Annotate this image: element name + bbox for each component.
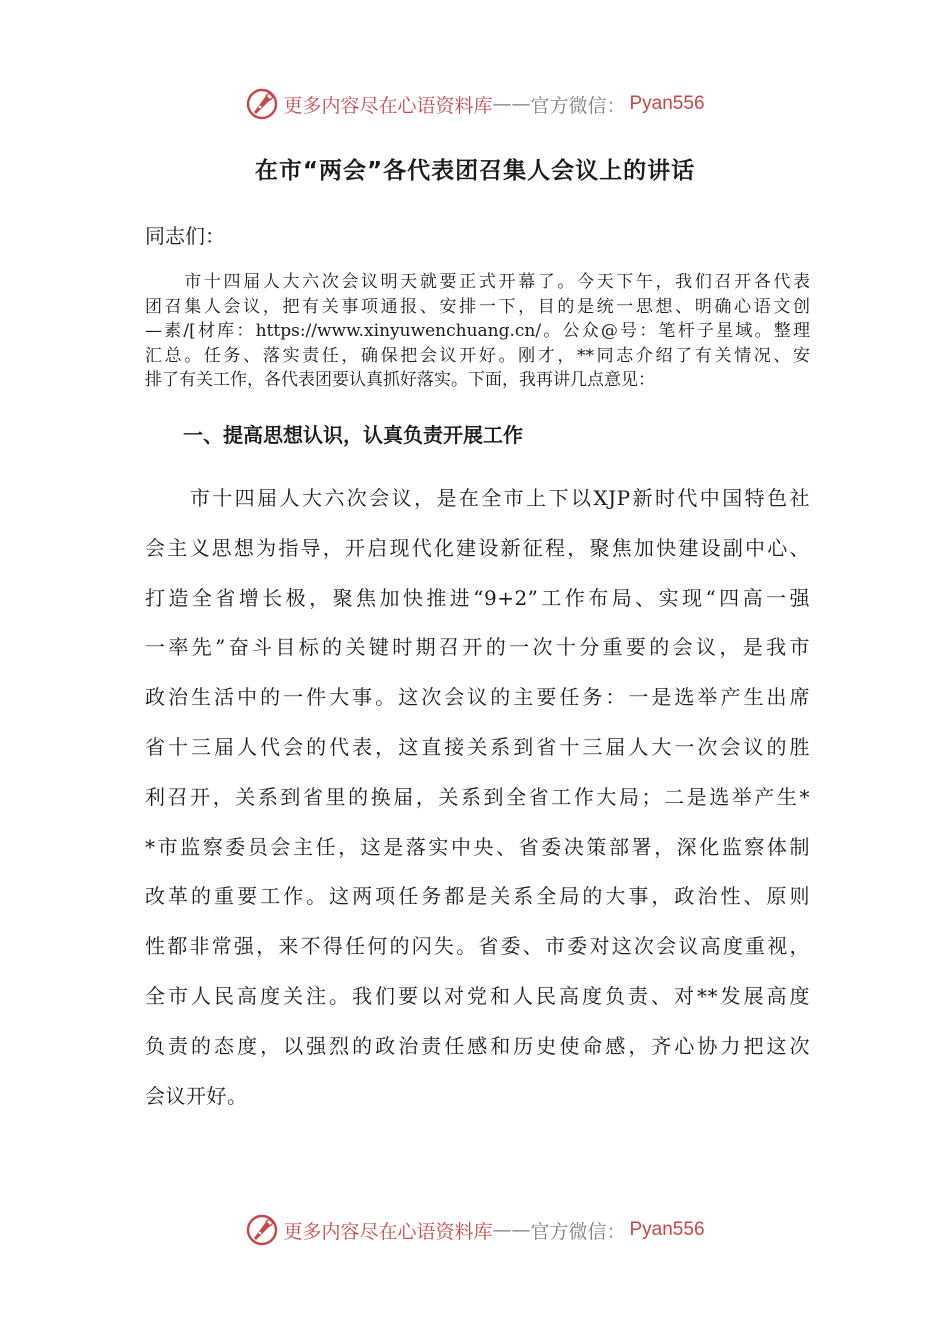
body-line: 省十三届人代会的代表，这直接关系到省十三届人大一次会议的胜 — [145, 734, 810, 759]
banner-wechat-id: Pyan556 — [629, 1219, 705, 1240]
body-line: 负责的态度，以强烈的政治责任感和历史使命感，齐心协力把这次 — [145, 1033, 810, 1058]
body-line: 性都非常强，来不得任何的闪失。省委、市委对这次会议高度重视， — [145, 934, 810, 959]
body-line: *市监察委员会主任，这是落实中央、省委决策部署，深化监察体制 — [145, 834, 810, 859]
salutation: 同志们： — [145, 224, 225, 248]
body-line: 改革的重要工作。这两项任务都是关系全局的大事，政治性、原则 — [145, 884, 810, 909]
banner-separator: —— — [492, 93, 531, 115]
body-line: 会议开好。 — [145, 1083, 248, 1108]
banner-contact-label: 官方微信： — [530, 94, 626, 117]
intro-line: 汇总。任务、落实责任，确保把会议开好。刚才，**同志介绍了有关情况、安 — [145, 345, 810, 366]
intro-line: —素/[材库：https://www.xinyuwenchuang.cn/。公众@号：笔杆子星域。整理 — [145, 321, 810, 342]
banner-contact-label: 官方微信： — [530, 1220, 626, 1243]
body-line: 打造全省增长极，聚焦加快推进“9+2”工作布局、实现“四高一强 — [145, 585, 810, 610]
intro-line: 排了有关工作，各代表团要认真抓好落实。下面，我再讲几点意见： — [145, 370, 655, 391]
banner-wechat-id: Pyan556 — [629, 93, 705, 114]
section-heading: 一、提高思想认识，认真负责开展工作 — [183, 423, 523, 447]
body-line: 会主义思想为指导，开启现代化建设新征程，聚焦加快建设副中心、 — [145, 535, 810, 560]
body-line: 政治生活中的一件大事。这次会议的主要任务：一是选举产生出席 — [145, 685, 810, 710]
intro-line: 市十四届人大六次会议明天就要正式开幕了。今天下午，我们召开各代表 — [145, 272, 810, 292]
section-body-paragraph — [145, 474, 810, 1121]
footer-banner — [0, 1210, 950, 1250]
body-line: 市十四届人大六次会议，是在全市上下以XJP新时代中国特色社 — [145, 486, 810, 510]
banner-separator: —— — [492, 1219, 531, 1241]
intro-line: 团召集人会议，把有关事项通报、安排一下，目的是统一思想、明确心语文创 — [145, 296, 810, 317]
pen-nib-logo-icon — [245, 1213, 279, 1247]
pen-nib-logo-icon — [245, 87, 279, 121]
body-line: 全市人民高度关注。我们要以对党和人民高度负责、对**发展高度 — [145, 983, 810, 1008]
body-line: 一率先”奋斗目标的关键时期召开的一次十分重要的会议，是我市 — [145, 635, 810, 660]
banner-site-text: 更多内容尽在心语资料库 — [283, 1220, 493, 1243]
banner-site-text: 更多内容尽在心语资料库 — [283, 94, 493, 117]
document-title: 在市“两会”各代表团召集人会议上的讲话 — [254, 158, 696, 184]
intro-paragraph — [145, 270, 810, 393]
header-banner — [0, 84, 950, 124]
body-line: 利召开，关系到省里的换届，关系到全省工作大局；二是选举产生* — [145, 784, 810, 809]
